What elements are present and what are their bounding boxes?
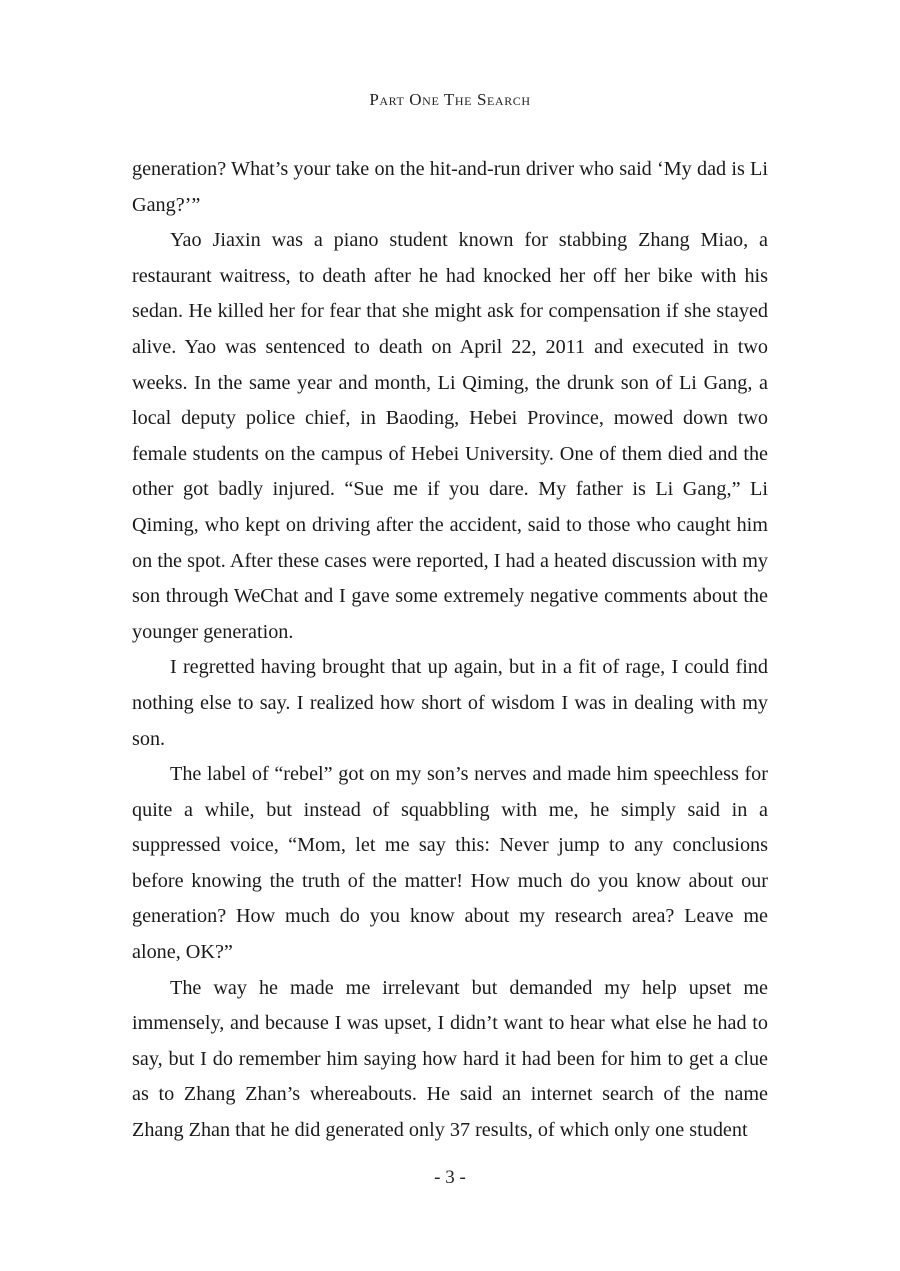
paragraph: The way he made me irrelevant but demanded my help upset me immensely, and because I was upset, I didn’t want to hear what else he had to say, but I do remember him saying how hard it had been for him to get a clue as to Zhang Zhan’s whereabouts. He said an internet search of the name Zhang Zhan that he did generated only 37 results, of which only one student	[132, 976, 768, 1142]
paragraph: The label of “rebel” got on my son’s nerves and made him speechless for quite a while, but instead of squabbling with me, he simply said in a suppressed voice, “Mom, let me say this: Never jump to any conclusions before knowing the truth of the matter! How much do you know about our generation? How much do you know about my research area? Leave me alone, OK?”	[132, 763, 768, 964]
running-header: Part One The Search	[369, 90, 531, 109]
paragraph: I regretted having brought that up again, but in a fit of rage, I could find nothing else to say. I realized how short of wisdom I was in dealing with my son.	[132, 656, 768, 750]
paragraph: Yao Jiaxin was a piano student known for stabbing Zhang Miao, a restaurant waitress, to death after he had knocked her off her bike with his sedan. He killed her for fear that she might ask for compensation if she stayed alive. Yao was sentenced to death on April 22, 2011 and executed in two weeks. In the same year and month, Li Qiming, the drunk son of Li Gang, a local deputy police chief, in Baoding, Hebei Province, mowed down two female students on the campus of Hebei University. One of them died and the other got badly injured. “Sue me if you dare. My father is Li Gang,” Li Qiming, who kept on driving after the accident, said to those who caught him on the spot. After these cases were reported, I had a heated discussion with my son through WeChat and I gave some extremely negative comments about the younger generation.	[132, 229, 768, 643]
paragraph-continued: generation? What’s your take on the hit-and-run driver who said ‘My dad is Li Gang?’”	[132, 158, 768, 216]
page-number: - 3 -	[434, 1167, 466, 1188]
body-text	[132, 152, 768, 1149]
